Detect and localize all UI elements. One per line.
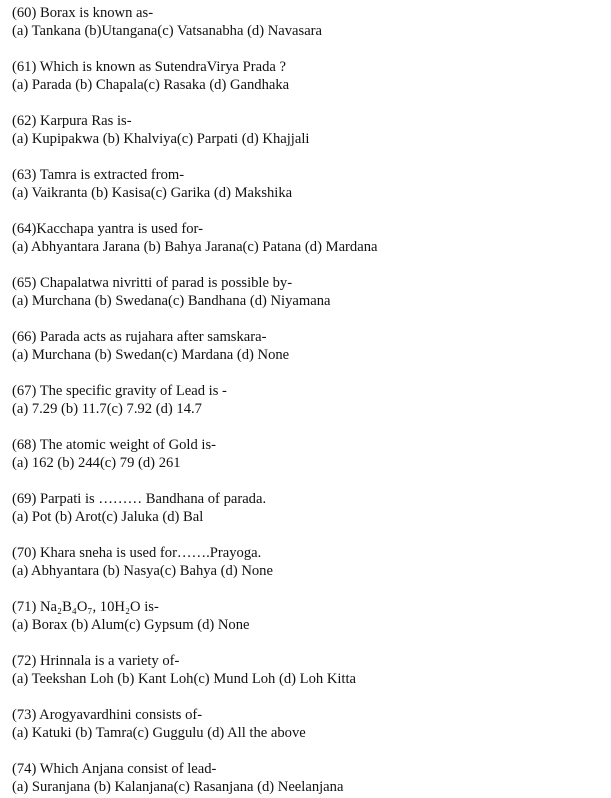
question-60 <box>12 4 602 40</box>
question-options: (a) Kupipakwa (b) Khalviya(c) Parpati (d) Khajjali <box>12 131 310 147</box>
question-options: (a) Suranjana (b) Kalanjana(c) Rasanjana (d) Neelanjana <box>12 779 344 795</box>
question-options: (a) Murchana (b) Swedana(c) Bandhana (d) Niyamana <box>12 293 331 309</box>
question-stem: (73) Arogyavardhini consists of- <box>12 707 203 723</box>
question-73 <box>12 706 602 742</box>
question-stem: (70) Khara sneha is used for…….Prayoga. <box>12 545 262 561</box>
question-stem: (67) The specific gravity of Lead is - <box>12 383 227 399</box>
question-65 <box>12 274 602 310</box>
question-options: (a) Pot (b) Arot(c) Jaluka (d) Bal <box>12 509 204 525</box>
question-61 <box>12 58 602 94</box>
question-stem: (71) Na₂B₄O₇, 10H₂O is- <box>12 599 159 615</box>
question-stem: (69) Parpati is ……… Bandhana of parada. <box>12 491 267 507</box>
question-options: (a) Abhyantara Jarana (b) Bahya Jarana(c) Patana (d) Mardana <box>12 239 378 255</box>
question-63 <box>12 166 602 202</box>
question-68 <box>12 436 602 472</box>
question-stem: (60) Borax is known as- <box>12 5 154 21</box>
question-stem: (64)Kacchapa yantra is used for- <box>12 221 203 237</box>
question-72 <box>12 652 602 688</box>
question-options: (a) Borax (b) Alum(c) Gypsum (d) None <box>12 617 250 633</box>
question-stem: (66) Parada acts as rujahara after samskara- <box>12 329 267 345</box>
question-options: (a) Vaikranta (b) Kasisa(c) Garika (d) Makshika <box>12 185 293 201</box>
question-options: (a) Katuki (b) Tamra(c) Guggulu (d) All the above <box>12 725 306 741</box>
question-62 <box>12 112 602 148</box>
question-options: (a) Parada (b) Chapala(c) Rasaka (d) Gandhaka <box>12 77 290 93</box>
question-70 <box>12 544 602 580</box>
question-stem: (74) Which Anjana consist of lead- <box>12 761 217 777</box>
question-options: (a) Abhyantara (b) Nasya(c) Bahya (d) None <box>12 563 273 579</box>
question-stem: (62) Karpura Ras is- <box>12 113 132 129</box>
question-74 <box>12 760 602 796</box>
question-64 <box>12 220 602 256</box>
question-options: (a) 7.29 (b) 11.7(c) 7.92 (d) 14.7 <box>12 401 202 417</box>
question-stem: (63) Tamra is extracted from- <box>12 167 185 183</box>
question-71 <box>12 598 602 634</box>
question-options: (a) Teekshan Loh (b) Kant Loh(c) Mund Loh (d) Loh Kitta <box>12 671 356 687</box>
question-stem: (61) Which is known as SutendraVirya Prada ? <box>12 59 287 75</box>
question-stem: (68) The atomic weight of Gold is- <box>12 437 216 453</box>
question-options: (a) Tankana (b)Utangana(c) Vatsanabha (d) Navasara <box>12 23 323 39</box>
question-67 <box>12 382 602 418</box>
question-66 <box>12 328 602 364</box>
question-stem: (65) Chapalatwa nivritti of parad is possible by- <box>12 275 293 291</box>
question-69 <box>12 490 602 526</box>
question-options: (a) 162 (b) 244(c) 79 (d) 261 <box>12 455 181 471</box>
question-options: (a) Murchana (b) Swedan(c) Mardana (d) None <box>12 347 290 363</box>
question-stem: (72) Hrinnala is a variety of- <box>12 653 180 669</box>
